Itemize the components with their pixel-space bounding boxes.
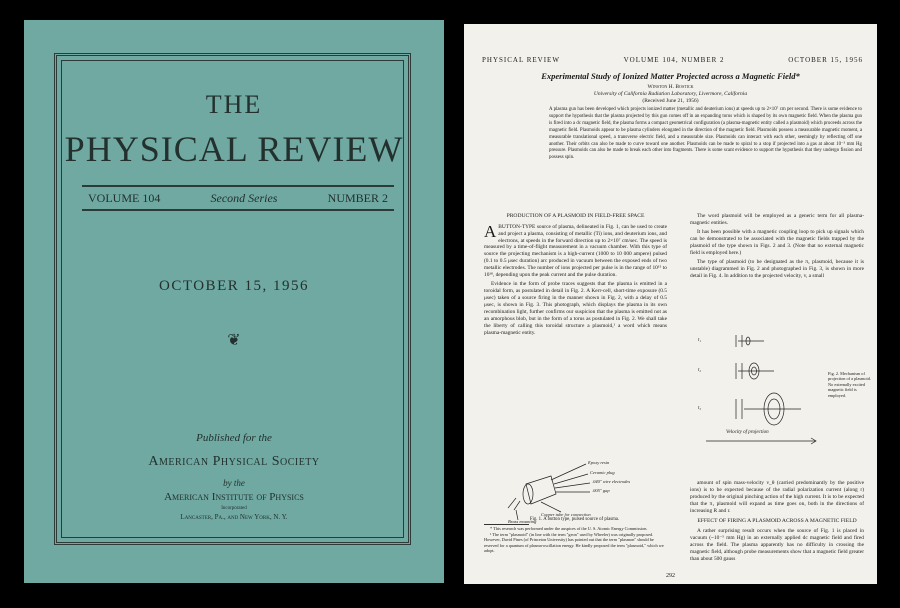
series-label: Second Series	[210, 190, 278, 205]
article-author: Winston H. Bostick	[647, 84, 694, 90]
fig1-label: .005" gap	[592, 488, 610, 493]
page-number: 292	[666, 573, 675, 579]
left-column	[484, 213, 667, 339]
paragraph: amount of spin mass-velocity v_θ (carried predominantly by the positive ions) is to be expected because of the radial polarization current (along r) produced by the original pinching action of the high current. It is to be expected that the π₁ plasmoid will expand as time goes on, both in the directions of increasing R and r.	[690, 480, 864, 514]
footnote: ¹ The term "plasmoid" (in line with the term "geon" used by Wheeler) was originally proposed. However, David Pines (of Princeton University) has pointed out that the term "plasmon" should be reserved for a quantum of plasma-oscillation energy. He kindly proposed the term "plasmoid," which we adopt.	[484, 531, 664, 554]
figure-1-caption: Fig. 1. A button type, pulsed source of plasma.	[529, 517, 620, 522]
journal-cover	[24, 20, 444, 583]
footnote-rule	[484, 524, 529, 525]
drop-cap: A	[484, 221, 497, 241]
article-page	[464, 24, 877, 584]
right-column	[690, 213, 864, 282]
fig1-label: Ceramic plug	[590, 470, 615, 475]
fig1-label: Brass mounting	[508, 519, 537, 524]
figure-2-caption: Fig. 2. Mechanism of projection of a plasmoid. No externally excited magnetic field is employed.	[828, 371, 871, 398]
footnote: * This research was performed under the auspices of the U. S. Atomic Energy Commission.	[490, 526, 648, 531]
society-name: American Physical Society	[148, 454, 320, 469]
journal-title: PHYSICAL REVIEW	[64, 129, 404, 169]
figure-2-velocity-label: Velocity of projection	[726, 430, 769, 435]
fig1-label: Copper tube for connection	[541, 512, 591, 517]
paragraph: The word plasmoid will be employed as a generic term for all plasma-magnetic entities.	[690, 213, 864, 226]
figure-1-plasma-source-diagram	[506, 454, 656, 524]
number-label: NUMBER 2	[327, 190, 388, 205]
running-head-date: OCTOBER 15, 1956	[788, 56, 863, 64]
paragraph: Evidence in the form of probe traces suggests that the plasma is emitted in a toroidal form, as postulated in detail in Fig. 2. A Kerr-cell, short-time exposure (0.5 μsec) taken of a source firing in the manner shown in Fig. 2, with a delay of 0.5 μsec, is shown in Fig. 3. This photograph, which displays the plasma in its own recombination light, further confirms our suspicion that the plasma is emitted not as an amorphous blob, but in the form of a torus as postulated in Fig. 2. We shall take the liberty of calling this toroidal structure a plasmoid,¹ a word which means plasma-magnetic entity.	[484, 281, 667, 336]
section-heading: PRODUCTION OF A PLASMOID IN FIELD-FREE SPACE	[506, 213, 645, 219]
incorporated-text: Incorporated	[221, 506, 247, 511]
issue-date: OCTOBER 15, 1956	[159, 278, 309, 294]
journal-title-the: THE	[205, 90, 263, 119]
fig1-label: Epoxy resin	[588, 460, 610, 465]
right-column-lower	[690, 480, 864, 565]
author-affiliation: University of California Radiation Laboratory, Livermore, California	[593, 91, 748, 97]
paragraph: The type of plasmoid (to be designated as the π₁ plasmoid, because it is unstable) diagrammed in Fig. 2 and photographed in Fig. 3, is shown in more detail in Fig. 4. In addition to the projected velocity, v, a small	[690, 258, 864, 279]
footnotes	[484, 526, 667, 554]
running-head-journal: PHYSICAL REVIEW	[482, 56, 560, 64]
fig2-time-label: t₁	[698, 338, 702, 343]
abstract: A plasma gun has been developed which projects ionized matter (metallic and deuterium ions) at speeds up to 2×10⁷ cm per second. There is some evidence to support the hypothesis that the plasma projected by this gun comes off in an expanding torus which is shaped by its own magnetic field. When the plasma gun is fired into a dc magnetic field, the plasma forms a compact geometrical configuration (a plasma-magnetic entity called a plasmoid) which proceeds across the magnetic field. Plasmoids appear to be plasma cylinders elongated in the direction of the magnetic field. Plasmoids possess a measurable magnetic moment, a measurable translational speed, a transverse electric field, and a measurable size. Plasmoids can interact with each other, seemingly by reflecting off one another. Their orbits can also be made to curve toward one another. Plasmoids can be made to spiral to a stop if projected into a gas at about 10⁻³ mm Hg pressure. Plasmoids can also be made to break each other into fragments. There is some scant evidence to support the hypothesis that they undergo fission and possess spin.	[549, 107, 862, 161]
figure-2-plasmoid-mechanism-diagram	[696, 331, 846, 461]
fig2-time-label: t₂	[698, 368, 702, 373]
paragraph	[484, 221, 667, 280]
fleuron-ornament-icon: ❦	[227, 332, 241, 349]
running-head	[482, 56, 863, 64]
by-text: by the	[223, 478, 245, 488]
fig2-time-label: t₃	[698, 406, 702, 411]
paragraph: It has been possible with a magnetic coupling loop to pick up signals which can be demonstrated to be associated with the magnetic fields trapped by the plasmoid of the type shown in Figs. 2 and 3. (Note that no external magnetic field is employed here.)	[690, 228, 864, 256]
article-title: Experimental Study of Ionized Matter Projected across a Magnetic Field*	[541, 71, 800, 81]
volume-label: VOLUME 104	[88, 190, 161, 205]
received-date: (Received June 21, 1956)	[642, 98, 699, 104]
section-heading: EFFECT OF FIRING A PLASMOID ACROSS A MAGNETIC FIELD	[697, 517, 857, 524]
paragraph-text: BUTTON-TYPE source of plasma, delineated in Fig. 1, can be used to create and project a plasma, consisting of metallic (Ti) ions, and deuterium ions, and electrons, at speeds in the forward direction up to 2×10⁷ cm/sec. The speed is measured by a time-of-flight measurement in a vacuum chamber. With this type of source the projecting mechanism is a high-current (1000 to 10 000 ampere) pulsed (0.1 to 0.5 μsec duration) arc produced in vacuum between the exposed ends of two metallic electrodes. The number of ions projected per pulse is in the range of 10¹⁵ to 10¹⁸, depending upon the peak current and the pulse duration.	[484, 223, 667, 279]
fig1-label: .040" wire electrodes	[592, 479, 631, 484]
volume-bar	[82, 185, 394, 211]
running-head-volume: VOLUME 104, NUMBER 2	[623, 56, 725, 64]
published-for-text: Published for the	[196, 432, 272, 444]
paragraph: A rather surprising result occurs when the source of Fig. 1 is placed in vacuum (~10⁻⁵ mm Hg) in an externally applied dc magnetic field and fired across the field. The plasma apparently has no difficulty in crossing the magnetic field, although probe measurements show that a magnetic field greater than about 500 gauss	[690, 528, 864, 563]
institute-name: American Institute of Physics	[164, 491, 304, 503]
publisher-location: Lancaster, Pa., and New York, N. Y.	[180, 513, 288, 521]
